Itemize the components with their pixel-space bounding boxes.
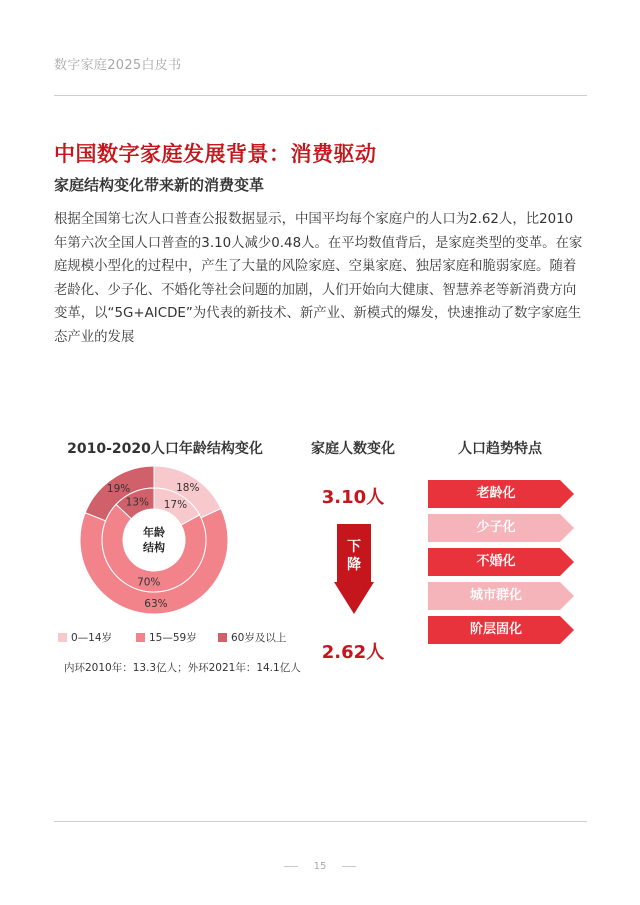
document-header-title: 数字家庭2025白皮书: [54, 58, 182, 73]
family-size-2020: 2.62人: [321, 642, 385, 663]
trend-label-1: 少子化: [476, 520, 516, 535]
family-size-title: 家庭人数变化: [311, 441, 395, 457]
trend-label-2: 不婚化: [476, 554, 516, 569]
legend-label-working-age: 15—59岁: [149, 632, 197, 644]
decrease-label-char-1: 降: [347, 557, 361, 573]
header-divider: [54, 95, 587, 96]
legend-swatch-elderly: [218, 633, 227, 642]
family-size-2010: 3.10人: [321, 487, 385, 508]
donut-center-label-line2: 结构: [143, 541, 165, 554]
donut-center: [123, 509, 185, 571]
trend-label-0: 老龄化: [476, 486, 516, 501]
donut-label-outer-1: 63%: [144, 597, 168, 610]
legend-item-elderly: [218, 630, 286, 645]
chart-title: 2010-2020人口年龄结构变化: [67, 441, 263, 457]
page-number-dash-left: [284, 866, 298, 867]
trend-label-4: 阶层固化: [469, 622, 522, 637]
trend-label-3: 城市群化: [469, 588, 522, 603]
page-title: 中国数字家庭发展背景：消费驱动: [54, 142, 377, 166]
age-structure-donut-chart: [80, 466, 228, 614]
legend-item-child: [58, 630, 112, 645]
legend-label-child: 0—14岁: [71, 632, 113, 644]
donut-label-inner-0: 17%: [163, 498, 188, 511]
trend-item-0: [428, 480, 574, 508]
donut-label-outer-0: 18%: [176, 481, 200, 494]
trend-item-1: [428, 514, 574, 542]
ring-note: 内环2010年：13.3亿人；外环2021年：14.1亿人: [64, 662, 301, 674]
donut-label-inner-2: 13%: [125, 496, 149, 509]
page-number-area: [284, 861, 356, 872]
legend-item-working-age: [136, 630, 197, 645]
page-number-dash-right: [342, 866, 356, 867]
donut-label-inner-1: 70%: [137, 576, 161, 589]
footer-divider: [54, 821, 587, 822]
legend-label-elderly: 60岁及以上: [231, 632, 287, 644]
donut-center-label-line1: 年龄: [143, 526, 165, 539]
page-number: 15: [313, 861, 327, 872]
trend-item-2: [428, 548, 574, 576]
trend-item-3: [428, 582, 574, 610]
trend-title: 人口趋势特点: [458, 441, 542, 457]
legend-swatch-child: [58, 633, 67, 642]
chart-legend: [58, 630, 298, 646]
section-subtitle: 家庭结构变化带来新的消费变革: [54, 176, 265, 194]
decrease-label-char-0: 下: [347, 539, 361, 555]
body-paragraph: 根据全国第七次人口普查公报数据显示，中国平均每个家庭户的人口为2.62人，比2010年第六次全国人口普查的3.10人减少0.48人。在平均数值背后，是家庭类型的变革。在家庭规模小型化的过程中，产生了大量的风险家庭、空巢家庭、独居家庭和脆弱家庭。随着老龄化、少子化、不婚化等社会问题的加剧，人们开始向大健康、智慧养老等新消费方向变革，以“5G+AICDE”为代表的新技术、新产业、新模式的爆发，快速推动了数字家庭生态产业的发展: [54, 212, 583, 345]
decrease-label: [334, 538, 374, 574]
legend-swatch-working-age: [136, 633, 145, 642]
donut-label-outer-2: 19%: [106, 482, 131, 495]
trend-item-4: [428, 616, 574, 644]
